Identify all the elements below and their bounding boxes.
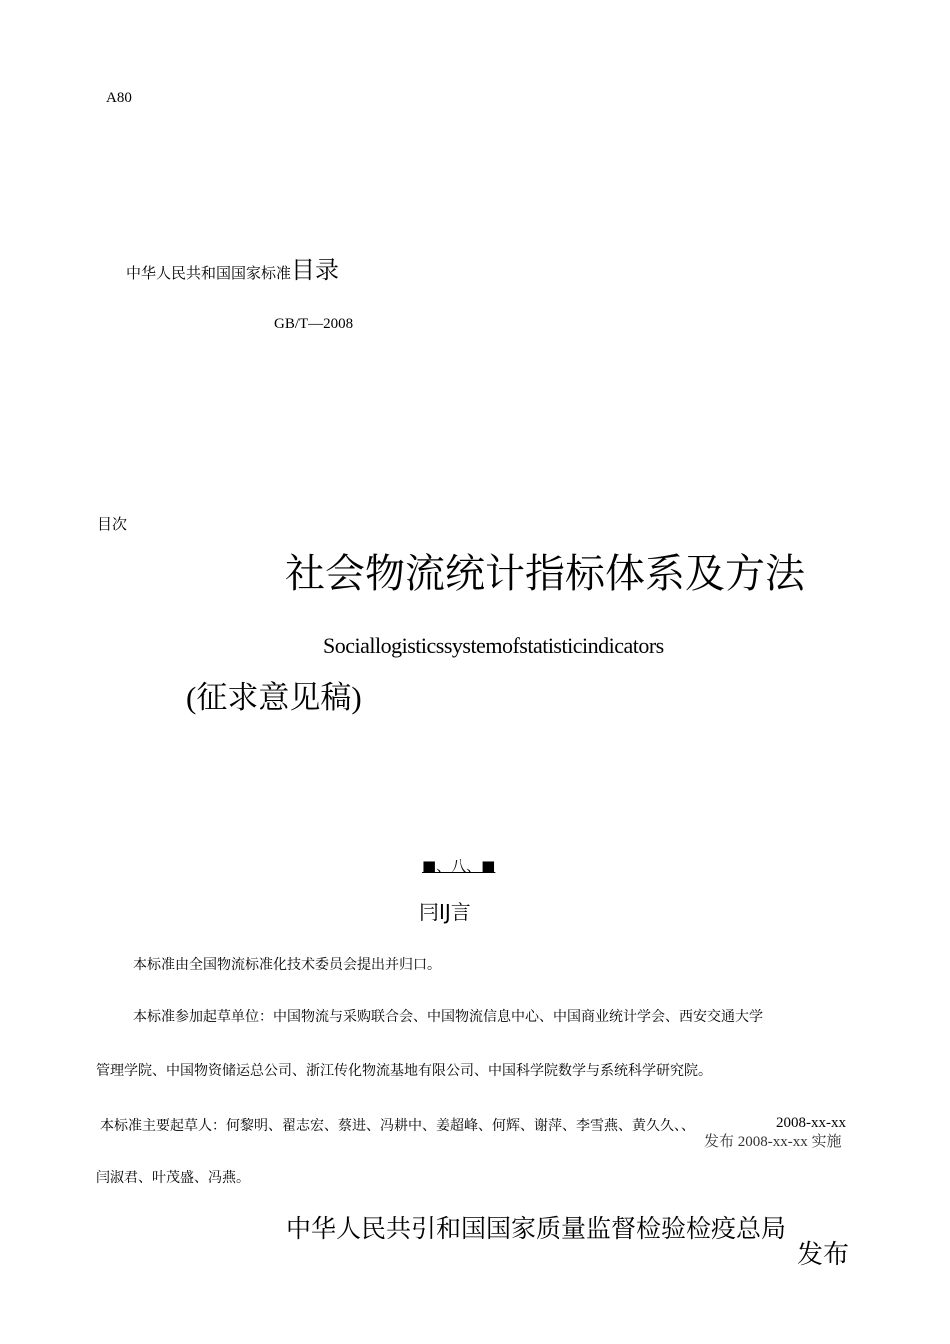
draft-note: (征求意见稿) — [186, 680, 362, 715]
issuing-authority: 中华人民共引和国国家质量监督检验检疫总局 — [286, 1214, 787, 1243]
classification-code: A80 — [106, 90, 132, 106]
standard-number: GB/T—2008 — [274, 316, 354, 332]
foreword-paragraph-2-line-2: 管理学院、中国物资储运总公司、浙江传化物流基地有限公司、中国科学院数学与系统科学研究院。 — [96, 1063, 712, 1079]
implement-date-line: 发布 2008-xx-xx 实施 — [704, 1134, 842, 1150]
foreword-paragraph-1: 本标准由全国物流标准化技术委员会提出并归口。 — [133, 957, 441, 973]
foreword-paragraph-3-line-2: 闫淑君、叶茂盛、冯燕。 — [96, 1170, 250, 1186]
publish-date: 2008-xx-xx — [776, 1115, 846, 1131]
title-chinese: 社会物流统计指标体系及方法 — [285, 551, 805, 597]
toc-label: 目次 — [97, 517, 128, 533]
standard-line — [126, 250, 339, 285]
foreword-marker: ■、八、■ — [422, 857, 496, 875]
foreword-paragraph-3-line-1: 本标准主要起草人：何黎明、翟志宏、蔡进、冯耕中、姜超峰、何辉、谢萍、李雪燕、黄久久、、 — [100, 1118, 695, 1134]
standard-line-prefix: 中华人民共和国国家标准 — [126, 266, 292, 282]
foreword-paragraph-2-line-1: 本标准参加起草单位：中国物流与采购联合会、中国物流信息中心、中国商业统计学会、西安交通大学 — [133, 1009, 763, 1025]
title-english: Sociallogisticssystemofstatisticindicators — [323, 633, 664, 658]
foreword-heading: 冃IJ言 — [419, 900, 471, 924]
standard-line-suffix: 目录 — [291, 256, 340, 284]
issue-word: 发布 — [797, 1240, 850, 1270]
